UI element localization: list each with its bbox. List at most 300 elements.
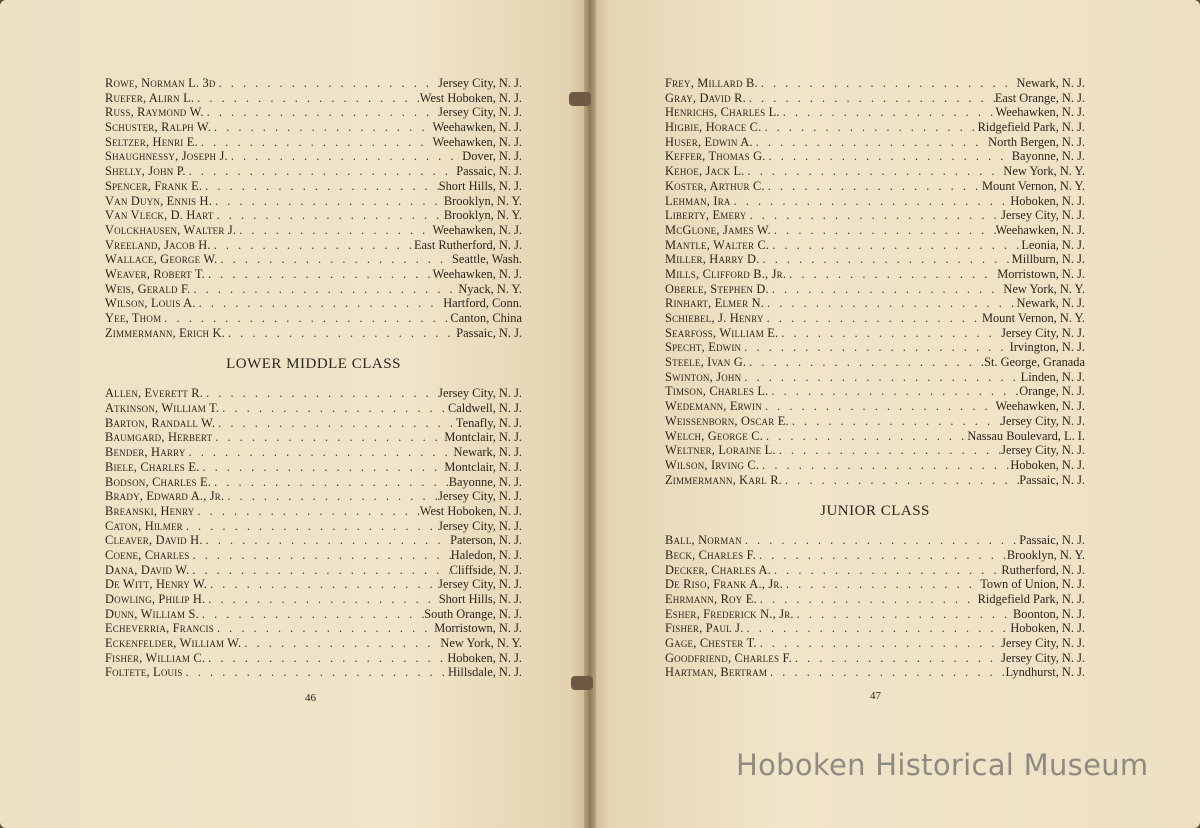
dot-leader xyxy=(792,651,1001,666)
hometown: Jersey City, N. J. xyxy=(438,489,522,504)
dot-leader xyxy=(742,533,1019,548)
dot-leader xyxy=(759,458,1010,473)
roster-entry xyxy=(665,651,1085,666)
dot-leader xyxy=(771,563,1001,578)
student-name: Caton, Hilmer xyxy=(105,518,183,533)
student-name: Goodfriend, Charles F. xyxy=(665,650,792,665)
hometown: Bayonne, N. J. xyxy=(448,474,522,489)
dot-leader xyxy=(199,460,444,475)
dot-leader xyxy=(211,475,449,490)
roster-entry xyxy=(665,135,1085,150)
hometown: Montclair, N. J. xyxy=(444,459,522,474)
roster-entry xyxy=(665,621,1085,636)
dot-leader xyxy=(203,533,450,548)
roster-entry xyxy=(105,504,522,519)
student-name: Dowling, Philip H. xyxy=(105,592,206,606)
roster-entry xyxy=(105,592,522,607)
roster-entry xyxy=(665,296,1085,311)
student-name: Van Vleck, D. Hart xyxy=(105,208,214,223)
dot-leader xyxy=(767,665,1005,680)
student-name: Baumgard, Herbert xyxy=(105,430,213,445)
roster-entry xyxy=(105,445,522,460)
student-name: Foltete, Louis xyxy=(105,665,183,680)
roster-entry xyxy=(105,489,522,504)
student-name: Atkinson, William T. xyxy=(105,401,220,416)
hometown: Haledon, N. J. xyxy=(450,547,522,562)
roster-entry xyxy=(105,416,522,431)
student-name: Van Duyn, Ennis H. xyxy=(105,193,213,208)
hometown: Nassau Boulevard, L. I. xyxy=(967,428,1085,443)
student-name: Dunn, William S. xyxy=(105,606,199,621)
roster-entry xyxy=(105,282,522,297)
hometown: Weehawken, N. J. xyxy=(995,222,1085,237)
student-name: Gray, David R. xyxy=(665,90,746,105)
hometown: Hoboken, N. J. xyxy=(1010,457,1085,472)
dot-leader xyxy=(198,135,433,150)
hometown: Jersey City, N. J. xyxy=(438,76,522,90)
hometown: Seattle, Wash. xyxy=(451,252,522,267)
student-name: Ehrmann, Roy E. xyxy=(665,592,757,606)
hometown: Morristown, N. J. xyxy=(997,266,1085,281)
hometown: Ridgefield Park, N. J. xyxy=(977,120,1085,135)
dot-leader xyxy=(782,473,1019,488)
roster-entry xyxy=(665,282,1085,297)
hometown: Brooklyn, N. Y. xyxy=(1006,547,1085,562)
dot-leader xyxy=(761,120,977,135)
dot-leader xyxy=(768,384,1019,399)
roster-entry xyxy=(105,621,522,636)
hometown: Hoboken, N. J. xyxy=(447,650,522,665)
roster-entry xyxy=(665,194,1085,209)
roster-entry xyxy=(665,607,1085,622)
roster-entry xyxy=(665,592,1085,607)
roster-entry xyxy=(105,386,522,401)
page-number-left: 46 xyxy=(305,692,316,704)
hometown: Jersey City, N. J. xyxy=(438,386,522,401)
student-name: De Witt, Henry W. xyxy=(105,577,208,592)
roster-entry xyxy=(665,384,1085,399)
hometown: Brooklyn, N. Y. xyxy=(443,193,522,208)
roster-entry xyxy=(665,665,1085,680)
hometown: Short Hills, N. J. xyxy=(438,592,522,606)
dot-leader xyxy=(745,164,1004,179)
hometown: Hoboken, N. J. xyxy=(1010,621,1085,636)
hometown: St. George, Granada xyxy=(984,355,1085,370)
student-name: McGlone, James W. xyxy=(665,222,771,237)
dot-leader xyxy=(199,607,424,622)
hometown: Bayonne, N. J. xyxy=(1011,149,1085,164)
student-name: Miller, Harry D. xyxy=(665,252,760,267)
hometown: New York, N. Y. xyxy=(1003,281,1085,296)
roster-entry xyxy=(665,120,1085,135)
roster-entry xyxy=(105,651,522,666)
roster-entry xyxy=(105,326,522,341)
roster-entry xyxy=(665,91,1085,106)
roster-entry xyxy=(665,414,1085,429)
student-name: Volckhausen, Walter J. xyxy=(105,222,237,237)
dot-leader xyxy=(758,76,1017,91)
dot-leader xyxy=(225,326,456,341)
roster-entry xyxy=(105,577,522,592)
hometown: Ridgefield Park, N. J. xyxy=(977,592,1085,606)
roster-entry xyxy=(665,149,1085,164)
left-page-roster xyxy=(105,76,522,680)
student-name: Spencer, Frank E. xyxy=(105,178,203,193)
dot-leader xyxy=(769,282,1004,297)
dot-leader xyxy=(764,311,982,326)
roster-entry xyxy=(665,548,1085,563)
roster-entry xyxy=(105,665,522,680)
student-name: Russ, Raymond W. xyxy=(105,105,204,120)
student-name: Ball, Norman xyxy=(665,533,742,548)
hometown: Passaic, N. J. xyxy=(1019,472,1085,487)
student-name: Esher, Frederick N., Jr. xyxy=(665,606,794,621)
roster-entry xyxy=(105,296,522,311)
dot-leader xyxy=(744,621,1011,636)
dot-leader xyxy=(778,326,1001,341)
dot-leader xyxy=(786,267,997,282)
dot-leader xyxy=(765,179,982,194)
roster-entry xyxy=(105,563,522,578)
roster-entry xyxy=(665,370,1085,385)
student-name: Eckenfelder, William W. xyxy=(105,636,242,651)
student-name: Bodson, Charles E. xyxy=(105,474,212,489)
roster-entry xyxy=(665,76,1085,91)
dot-leader xyxy=(241,636,440,651)
student-name: Zimmermann, Karl R. xyxy=(665,472,782,487)
hometown: Leonia, N. J. xyxy=(1021,237,1085,252)
student-name: Liberty, Emery xyxy=(665,208,747,223)
hometown: Jersey City, N. J. xyxy=(438,518,522,533)
roster-entry xyxy=(665,164,1085,179)
student-name: Kehoe, Jack L. xyxy=(665,164,745,179)
dot-leader xyxy=(757,636,1001,651)
hometown: Hillsdale, N. J. xyxy=(448,665,522,680)
hometown: Town of Union, N. J. xyxy=(980,577,1085,592)
student-name: Steele, Ivan G. xyxy=(665,355,747,370)
hometown: Mount Vernon, N. Y. xyxy=(981,311,1085,325)
student-name: Mantle, Walter C. xyxy=(665,237,770,252)
hometown: Passaic, N. J. xyxy=(1019,533,1085,548)
roster-entry xyxy=(665,443,1085,458)
student-name: Yee, Thom xyxy=(105,311,162,325)
student-name: Dana, David W. xyxy=(105,562,190,577)
roster-entry xyxy=(665,105,1085,120)
student-name: Timson, Charles L. xyxy=(665,384,769,399)
dot-leader xyxy=(760,252,1012,267)
hometown: Hoboken, N. J. xyxy=(1010,193,1085,208)
dot-leader xyxy=(771,223,996,238)
hometown: West Hoboken, N. J. xyxy=(419,503,522,518)
dot-leader xyxy=(190,282,458,297)
hometown: Weehawken, N. J. xyxy=(432,222,522,237)
roster-entry xyxy=(105,91,522,106)
roster-entry xyxy=(665,636,1085,651)
student-name: Allen, Everett R. xyxy=(105,386,204,401)
roster-entry xyxy=(105,267,522,282)
class-heading: JUNIOR CLASS xyxy=(820,503,930,520)
dot-leader xyxy=(161,311,450,326)
dot-leader xyxy=(205,267,433,282)
dot-leader xyxy=(762,399,996,414)
dot-leader xyxy=(190,548,451,563)
hometown: Caldwell, N. J. xyxy=(448,401,522,416)
hometown: New York, N. Y. xyxy=(1003,164,1085,179)
roster-entry xyxy=(105,252,522,267)
dot-leader xyxy=(757,592,978,607)
hometown: Weehawken, N. J. xyxy=(432,266,522,281)
dot-leader xyxy=(789,414,1001,429)
roster-entry xyxy=(665,340,1085,355)
hometown: Jersey City, N. J. xyxy=(438,105,522,120)
hometown: Dover, N. J. xyxy=(462,149,522,164)
class-heading: LOWER MIDDLE CLASS xyxy=(226,356,401,373)
student-name: Fisher, William C. xyxy=(105,650,206,665)
student-name: Beck, Charles F. xyxy=(665,547,757,562)
roster-entry xyxy=(105,533,522,548)
right-page-roster xyxy=(665,76,1085,680)
hometown: Jersey City, N. J. xyxy=(1001,325,1085,340)
hometown: Hartford, Conn. xyxy=(443,296,522,311)
hometown: Jersey City, N. J. xyxy=(1001,636,1085,651)
hometown: Weehawken, N. J. xyxy=(432,120,522,135)
roster-entry xyxy=(105,223,522,238)
student-name: Frey, Millard B. xyxy=(665,76,758,90)
hometown: Newark, N. J. xyxy=(1016,76,1085,90)
student-name: Coene, Charles xyxy=(105,547,190,562)
roster-entry xyxy=(105,120,522,135)
hometown: Montclair, N. J. xyxy=(444,430,522,445)
hometown: Orange, N. J. xyxy=(1019,384,1085,399)
dot-leader xyxy=(783,577,980,592)
staple-top xyxy=(569,92,591,106)
dot-leader xyxy=(215,416,456,431)
roster-entry xyxy=(665,429,1085,444)
hometown: Boonton, N. J. xyxy=(1013,606,1085,621)
roster-entry xyxy=(665,223,1085,238)
roster-entry xyxy=(105,548,522,563)
hometown: North Bergen, N. J. xyxy=(988,134,1085,149)
dot-leader xyxy=(217,252,452,267)
dot-leader xyxy=(196,296,444,311)
museum-watermark: Hoboken Historical Museum xyxy=(736,748,1149,782)
dot-leader xyxy=(756,548,1007,563)
hometown: Passaic, N. J. xyxy=(456,164,522,179)
roster-entry xyxy=(105,519,522,534)
hometown: Newark, N. J. xyxy=(453,445,522,460)
roster-entry xyxy=(105,164,522,179)
dot-leader xyxy=(741,340,1009,355)
student-name: Henrichs, Charles L. xyxy=(665,105,780,120)
dot-leader xyxy=(763,429,967,444)
student-name: Shelly, John P. xyxy=(105,164,186,179)
roster-entry xyxy=(105,208,522,223)
roster-entry xyxy=(665,533,1085,548)
student-name: Keffer, Thomas G. xyxy=(665,149,766,164)
student-name: Higbie, Horace C. xyxy=(665,120,762,135)
hometown: East Rutherford, N. J. xyxy=(413,237,522,252)
hometown: Canton, China xyxy=(450,311,522,325)
page-number-right: 47 xyxy=(870,690,881,702)
roster-entry xyxy=(665,267,1085,282)
student-name: Wilson, Louis A. xyxy=(105,296,196,311)
dot-leader xyxy=(186,445,454,460)
student-name: Schiebel, J. Henry xyxy=(665,311,764,325)
hometown: Irvington, N. J. xyxy=(1009,340,1085,355)
dot-leader xyxy=(224,489,438,504)
dot-leader xyxy=(186,164,457,179)
dot-leader xyxy=(219,401,448,416)
student-name: Vreeland, Jacob H. xyxy=(105,237,211,252)
student-name: Wedemann, Erwin xyxy=(665,399,762,414)
student-name: Huser, Edwin A. xyxy=(665,134,753,149)
hometown: Tenafly, N. J. xyxy=(455,415,522,430)
student-name: Shaughnessy, Joseph J. xyxy=(105,149,228,164)
roster-entry xyxy=(665,399,1085,414)
student-name: Ruefer, Alirn L. xyxy=(105,90,195,105)
dot-leader xyxy=(212,194,444,209)
dot-leader xyxy=(236,223,432,238)
student-name: Gage, Chester T. xyxy=(665,636,757,651)
dot-leader xyxy=(214,621,434,636)
dot-leader xyxy=(753,135,989,150)
roster-entry xyxy=(665,208,1085,223)
dot-leader xyxy=(194,504,419,519)
student-name: Specht, Edwin xyxy=(665,340,742,355)
hometown: Weehawken, N. J. xyxy=(995,399,1085,414)
hometown: Morristown, N. J. xyxy=(434,621,522,636)
student-name: Barton, Randall W. xyxy=(105,415,216,430)
dot-leader xyxy=(747,208,1002,223)
student-name: De Riso, Frank A., Jr. xyxy=(665,577,783,592)
dot-leader xyxy=(769,238,1021,253)
roster-entry xyxy=(105,76,522,91)
student-name: Echeverria, Francis xyxy=(105,621,214,636)
hometown: Jersey City, N. J. xyxy=(1001,413,1085,428)
student-name: Zimmermann, Erich K. xyxy=(105,325,225,340)
dot-leader xyxy=(764,296,1016,311)
student-name: Rinhart, Elmer N. xyxy=(665,296,765,311)
dot-leader xyxy=(211,238,414,253)
student-name: Hartman, Bertram xyxy=(665,665,768,680)
student-name: Lehman, Ira xyxy=(665,193,731,208)
student-name: Brady, Edward A., Jr. xyxy=(105,489,225,504)
student-name: Wallace, George W. xyxy=(105,252,218,267)
roster-entry xyxy=(665,458,1085,473)
roster-entry xyxy=(665,473,1085,488)
student-name: Breanski, Henry xyxy=(105,503,195,518)
hometown: Brooklyn, N. Y. xyxy=(443,208,522,223)
roster-entry xyxy=(105,105,522,120)
dot-leader xyxy=(780,105,996,120)
hometown: Jersey City, N. J. xyxy=(1001,650,1085,665)
dot-leader xyxy=(731,194,1011,209)
dot-leader xyxy=(183,519,438,534)
dot-leader xyxy=(746,91,995,106)
roster-entry xyxy=(105,311,522,326)
hometown: New York, N. Y. xyxy=(440,636,522,651)
roster-entry xyxy=(105,607,522,622)
left-page xyxy=(0,0,588,828)
student-name: Mills, Clifford B., Jr. xyxy=(665,266,787,281)
student-name: Swinton, John xyxy=(665,369,742,384)
roster-entry xyxy=(665,238,1085,253)
hometown: East Orange, N. J. xyxy=(994,90,1085,105)
student-name: Fisher, Paul J. xyxy=(665,621,744,636)
hometown: Lyndhurst, N. J. xyxy=(1005,665,1085,680)
roster-entry xyxy=(105,135,522,150)
dot-leader xyxy=(766,149,1012,164)
hometown: Newark, N. J. xyxy=(1016,296,1085,311)
hometown: Weehawken, N. J. xyxy=(432,134,522,149)
hometown: Jersey City, N. J. xyxy=(1001,443,1085,458)
student-name: Weissenborn, Oscar E. xyxy=(665,413,789,428)
hometown: Paterson, N. J. xyxy=(450,533,522,548)
hometown: Jersey City, N. J. xyxy=(438,577,522,592)
staple-bottom xyxy=(571,676,593,690)
student-name: Weaver, Robert T. xyxy=(105,266,205,281)
dot-leader xyxy=(741,370,1020,385)
roster-entry xyxy=(105,149,522,164)
hometown: Rutherford, N. J. xyxy=(1001,562,1085,577)
student-name: Oberle, Stephen D. xyxy=(665,281,769,296)
student-name: Schuster, Ralph W. xyxy=(105,120,211,135)
dot-leader xyxy=(211,120,433,135)
roster-entry xyxy=(105,401,522,416)
roster-entry xyxy=(665,252,1085,267)
student-name: Welch, George C. xyxy=(665,428,763,443)
roster-entry xyxy=(665,563,1085,578)
roster-entry xyxy=(105,238,522,253)
dot-leader xyxy=(194,91,420,106)
roster-entry xyxy=(665,326,1085,341)
hometown: Mount Vernon, N. Y. xyxy=(981,178,1085,193)
student-name: Decker, Charles A. xyxy=(665,562,771,577)
roster-entry xyxy=(105,460,522,475)
hometown: Passaic, N. J. xyxy=(456,325,522,340)
binding-gutter xyxy=(584,0,596,828)
student-name: Weis, Gerald F. xyxy=(105,281,191,296)
dot-leader xyxy=(204,105,438,120)
dot-leader xyxy=(746,355,984,370)
student-name: Biele, Charles E. xyxy=(105,459,200,474)
dot-leader xyxy=(214,208,444,223)
hometown: West Hoboken, N. J. xyxy=(419,90,522,105)
student-name: Weltner, Loraine L. xyxy=(665,443,776,458)
dot-leader xyxy=(202,179,439,194)
roster-entry xyxy=(105,475,522,490)
roster-entry xyxy=(665,179,1085,194)
roster-entry xyxy=(105,194,522,209)
hometown: Linden, N. J. xyxy=(1020,369,1085,384)
hometown: Cliffside, N. J. xyxy=(449,562,522,577)
roster-entry xyxy=(665,311,1085,326)
hometown: South Orange, N. J. xyxy=(424,606,522,621)
student-name: Searfoss, William E. xyxy=(665,325,779,340)
dot-leader xyxy=(212,430,444,445)
roster-entry xyxy=(105,430,522,445)
student-name: Wilson, Irving C. xyxy=(665,457,760,472)
hometown: Nyack, N. Y. xyxy=(458,281,522,296)
dot-leader xyxy=(216,76,439,91)
roster-entry xyxy=(105,179,522,194)
dot-leader xyxy=(207,577,438,592)
student-name: Seltzer, Henri E. xyxy=(105,134,198,149)
dot-leader xyxy=(205,651,447,666)
student-name: Koster, Arthur C. xyxy=(665,178,765,193)
dot-leader xyxy=(794,607,1013,622)
dot-leader xyxy=(203,386,438,401)
